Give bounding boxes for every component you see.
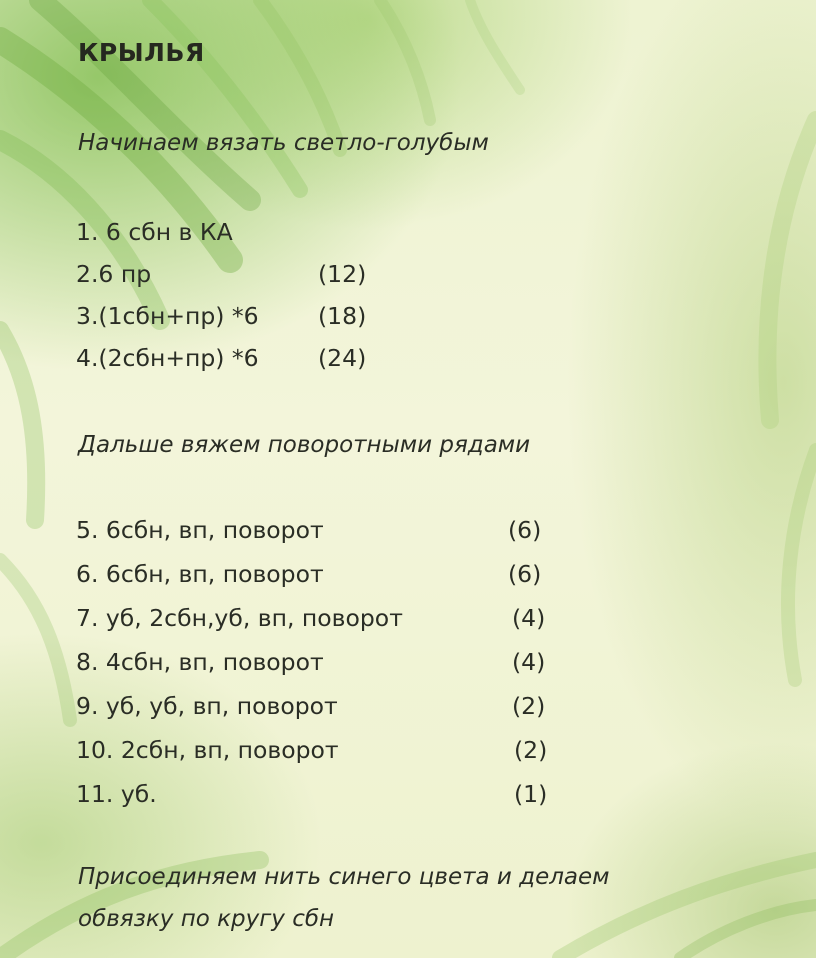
row-count: (4) xyxy=(512,648,546,676)
row-line: 7. уб, 2сбн,уб, вп, поворот xyxy=(76,604,403,632)
row-count: (1) xyxy=(514,780,548,808)
round-count: (12) xyxy=(318,260,367,288)
row-line: 9. уб, уб, вп, поворот xyxy=(76,692,338,720)
round-count: (24) xyxy=(318,344,367,372)
row-line: 10. 2сбн, вп, поворот xyxy=(76,736,339,764)
row-count: (4) xyxy=(512,604,546,632)
round-count: (18) xyxy=(318,302,367,330)
row-count: (6) xyxy=(508,516,542,544)
row-count: (2) xyxy=(514,736,548,764)
round-line: 2.6 пр xyxy=(76,260,152,288)
final-note-line-2: обвязку по кругу сбн xyxy=(78,906,335,932)
row-line: 5. 6сбн, вп, поворот xyxy=(76,516,324,544)
row-line: 6. 6сбн, вп, поворот xyxy=(76,560,324,588)
turning-rows-note: Дальше вяжем поворотными рядами xyxy=(78,432,531,458)
row-count: (6) xyxy=(508,560,542,588)
intro-note: Начинаем вязать светло-голубым xyxy=(78,130,489,156)
row-line: 11. уб. xyxy=(76,780,157,808)
round-line: 4.(2сбн+пр) *6 xyxy=(76,344,259,372)
round-line: 3.(1сбн+пр) *6 xyxy=(76,302,259,330)
final-note-line-1: Присоединяем нить синего цвета и делаем xyxy=(78,864,610,890)
row-count: (2) xyxy=(512,692,546,720)
round-line: 1. 6 сбн в КА xyxy=(76,218,233,246)
row-line: 8. 4сбн, вп, поворот xyxy=(76,648,324,676)
page-title: КРЫЛЬЯ xyxy=(78,38,205,67)
